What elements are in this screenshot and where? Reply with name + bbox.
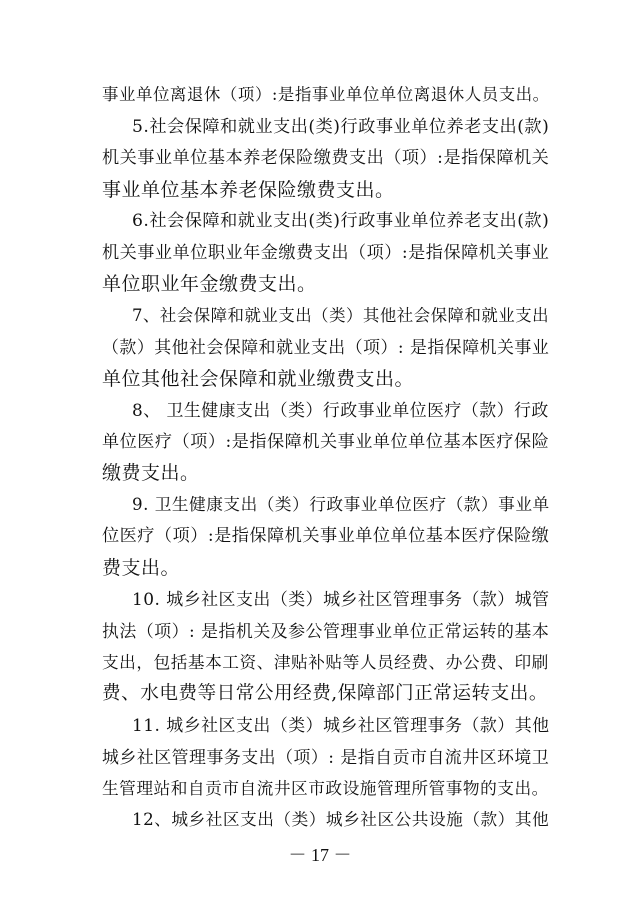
text-line-3: 机关事业单位基本养老保险缴费支出（项）:是指保障机关 <box>102 148 550 168</box>
text-line-15: 位医疗（项）:是指保障机关事业单位单位基本医疗保险缴 <box>102 526 550 546</box>
text-line-18: 执法（项）: 是指机关及参公管理事业单位正常运转的基本 <box>102 621 550 641</box>
text-line-21: 11. 城乡社区支出（类）城乡社区管理事务（款）其他 <box>132 715 550 735</box>
text-line-10: 单位其他社会保障和就业缴费支出。 <box>102 368 415 390</box>
text-line-17: 10. 城乡社区支出（类）城乡社区管理事务（款）城管 <box>132 589 550 609</box>
text-line-5: 6.社会保障和就业支出(类)行政事业单位养老支出(款) <box>132 211 550 231</box>
text-line-14: 9. 卫生健康支出（类）行政事业单位医疗（款）事业单 <box>132 495 550 514</box>
text-line-13: 缴费支出。 <box>102 462 200 484</box>
text-line-8: 7、社会保障和就业支出（类）其他社会保障和就业支出 <box>132 306 550 325</box>
text-line-4: 事业单位基本养老保险缴费支出。 <box>102 179 395 201</box>
text-line-23: 生管理站和自贡市自流井区市政设施管理所管事物的支出。 <box>102 778 549 798</box>
page-number: － 17 － <box>288 845 352 865</box>
text-line-2: 5.社会保障和就业支出(类)行政事业单位养老支出(款) <box>132 117 550 137</box>
text-line-7: 单位职业年金缴费支出。 <box>102 273 317 295</box>
text-line-1: 事业单位离退休（项）:是指事业单位单位离退休人员支出。 <box>102 85 550 104</box>
text-line-11: 8、 卫生健康支出（类）行政事业单位医疗（款）行政 <box>132 400 549 420</box>
text-line-19: 支出，包括基本工资、津贴补贴等人员经费、办公费、印刷 <box>102 652 549 672</box>
text-line-6: 机关事业单位职业年金缴费支出（项）:是指保障机关事业 <box>102 243 550 263</box>
text-line-9: （款）其他社会保障和就业支出（项）: 是指保障机关事业 <box>102 337 550 357</box>
text-line-12: 单位医疗（项）:是指保障机关事业单位单位基本医疗保险 <box>102 432 550 452</box>
text-line-20: 费、水电费等日常公用经费,保障部门正常运转支出。 <box>102 683 548 704</box>
text-line-22: 城乡社区管理事务支出（项）: 是指自贡市自流井区环境卫 <box>102 747 550 767</box>
text-line-24: 12、城乡社区支出（类）城乡社区公共设施（款）其他 <box>132 810 550 829</box>
text-line-16: 费支出。 <box>102 557 181 579</box>
